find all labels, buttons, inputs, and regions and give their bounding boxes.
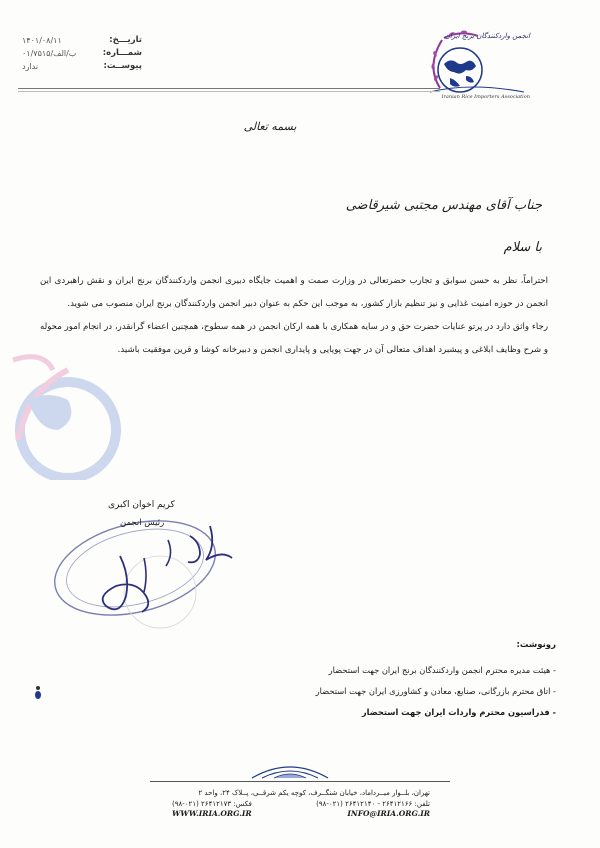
footer-phone: تلفن: ۲۶۴۱۲۱۶۶ - ۲۶۴۱۲۱۴۰ (۰۲۱-۹۸) <box>316 799 430 808</box>
footer-fax: فکس: ۲۶۴۱۲۱۷۳ (۰۲۱-۹۸) <box>172 799 252 808</box>
footer-ornament-icon <box>250 762 330 780</box>
date-value: ۱۴۰۱/۰۸/۱۱ <box>22 36 62 45</box>
cc-item: - اتاق محترم بازرگانی، صنایع، معادن و کشاورزی ایران جهت استحضار <box>315 686 556 696</box>
greeting: با سلام <box>503 240 542 255</box>
cc-item: - فدراسیون محترم واردات ایران جهت استحضار <box>361 707 556 717</box>
footer-website[interactable]: WWW.IRIA.ORG.IR <box>172 809 252 818</box>
org-name-fa: انجمن واردکنندگان برنج ایران <box>444 32 530 40</box>
footer-address: تهران، بلــوار میــرداماد، خیابان شنگــرف، کوچه یکم شرقــی، پــلاک ۲۴، واحد ۲ <box>198 789 430 797</box>
signatory-title: رئیس انجمن <box>120 518 165 528</box>
date-label: تاریـــخ: <box>109 35 142 45</box>
number-label: شمـــاره: <box>102 48 142 58</box>
body-paragraph-2: رجاء واثق دارد در پرتو عنایات حضرت حق و در سایه همکاری با همه ارکان انجمن در همه سطوح، همچنین اعضاء گرانقدر، در انجام امور محوله و شرح وظایف ابلاغی و پیشبرد اهداف متعالی آن در جهت پویایی و پایداری انجمن و دبیرخانه کوشا و قرین موفقیت باشید. <box>40 322 548 355</box>
cc-title: رونوشت: <box>516 640 556 650</box>
recipient: جناب آقای مهندس مجتبی شیرقاضی <box>345 198 542 213</box>
date-row <box>22 34 142 47</box>
number-row <box>22 47 142 60</box>
signature-block <box>40 496 260 636</box>
footer-web <box>172 788 252 820</box>
signatory-name: کریم اخوان اکبری <box>108 500 175 510</box>
number-value: ۰۱/۷۵۱۵/ب/الف <box>22 49 77 58</box>
letter-body <box>40 270 548 362</box>
bismillah: بسمه تعالی <box>243 120 297 133</box>
attachment-value: ندارد <box>22 62 39 71</box>
footer-email[interactable]: INFO@IRIA.ORG.IR <box>347 809 430 818</box>
association-logo <box>420 26 530 106</box>
header-divider-secondary <box>18 91 440 92</box>
letter-meta <box>22 34 142 73</box>
header-divider <box>18 88 440 89</box>
attachment-row <box>22 60 142 73</box>
body-paragraph-1: احتراماً، نظر به حسن سوابق و تجارب حضرتعالی در وزارت صمت و اهمیت جایگاه دبیری انجمن واردکنندگان برنج ایران و نقش راهبردی این انجمن در حوزه امنیت غذایی و نیز تنظیم بازار کشور، به موجب این حکم به عنوان دبیر انجمن واردکنندگان برنج ایران منصوب می شوید. <box>40 276 548 309</box>
handwritten-signature-icon <box>40 496 260 636</box>
margin-mark-icon <box>34 684 42 700</box>
org-name-en: Iranian Rice Importers Association <box>441 94 530 100</box>
cc-item: - هیئت مدیره محترم انجمن واردکنندگان برنج ایران جهت استحضار <box>328 665 556 675</box>
footer-spacer <box>172 788 252 799</box>
cc-list <box>256 660 556 723</box>
attachment-label: پیوســت: <box>103 61 142 71</box>
footer-divider <box>150 781 450 782</box>
